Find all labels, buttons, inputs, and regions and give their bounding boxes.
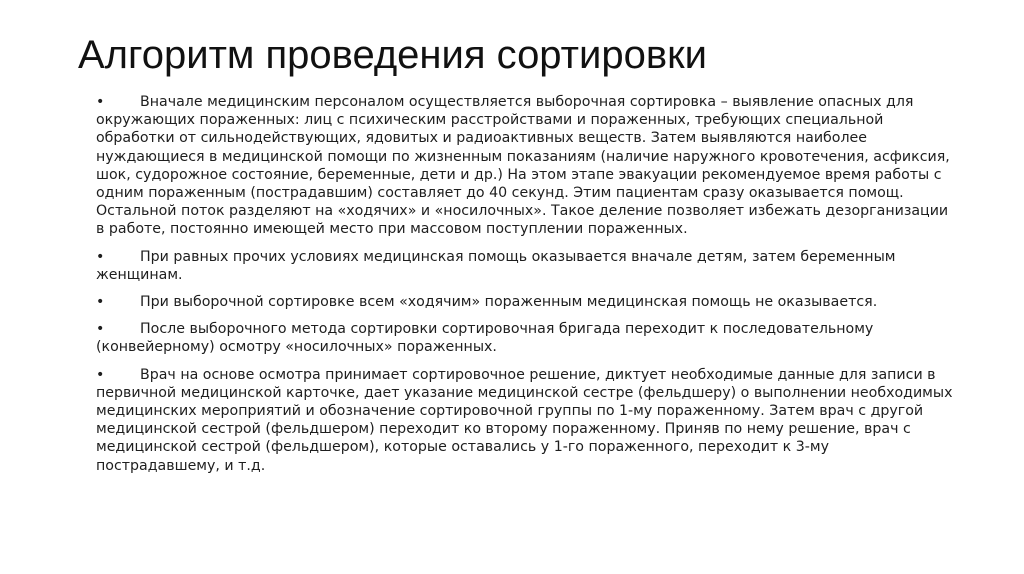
bullet-item xyxy=(96,93,956,239)
bullet-text: После выборочного метода сортировки сортировочная бригада переходит к последовательному (конвейерному) осмотру «носилочных» пораженных. xyxy=(96,321,874,356)
bullet-item xyxy=(96,366,956,475)
bullet-text: При выборочной сортировке всем «ходячим» пораженным медицинская помощь не оказывается. xyxy=(140,294,878,311)
bullet-text: Вначале медицинским персоналом осуществляется выборочная сортировка – выявление опасных для окружающих пораженных: лиц с психическим расстройствами и пораженных, требующих специальной обработки от сильнодействующих, ядовитых и радиоактивных веществ. Затем выявляются наиболее нуждающиеся в медицинской помощи по жизненным показаниям (наличие наружного кровотечения, асфиксия, шок, судорожное состояние, беременные, дети и др.) На этом этапе эвакуации рекомендуемое время работы с одним пораженным (пострадавшим) составляет до 40 секунд. Этим пациентам сразу оказывается помощ. Остальной поток разделяют на «ходячих» и «носилочных». Такое деление позволяет избежать дезорганизации в работе, постоянно имеющей место при массовом поступлении пораженных. xyxy=(96,94,950,238)
bullet-marker: • xyxy=(96,321,105,338)
bullet-list xyxy=(96,93,956,484)
bullet-item xyxy=(96,320,956,356)
bullet-marker: • xyxy=(96,248,105,265)
bullet-text: При равных прочих условиях медицинская помощь оказывается вначале детям, затем беременным женщинам. xyxy=(96,248,896,283)
bullet-marker: • xyxy=(96,294,105,311)
bullet-text: Врач на основе осмотра принимает сортировочное решение, диктует необходимые данные для записи в первичной медицинской карточке, дает указание медицинской сестре (фельдшеру) о выполнении необходимых медицинских мероприятий и обозначение сортировочной группы по 1-му пораженному. Затем врач с другой медицинской сестрой (фельдшером) переходит ко второму пораженному. Приняв по нему решение, врач с медицинской сестрой (фельдшером), которые оставались у 1-го пораженного, переходит к 3-му пострадавшему, и т.д. xyxy=(96,366,953,474)
bullet-item xyxy=(96,293,956,311)
bullet-item xyxy=(96,248,956,284)
bullet-marker: • xyxy=(96,366,105,383)
bullet-marker: • xyxy=(96,94,105,110)
slide-title: Алгоритм проведения сортировки xyxy=(78,33,707,77)
